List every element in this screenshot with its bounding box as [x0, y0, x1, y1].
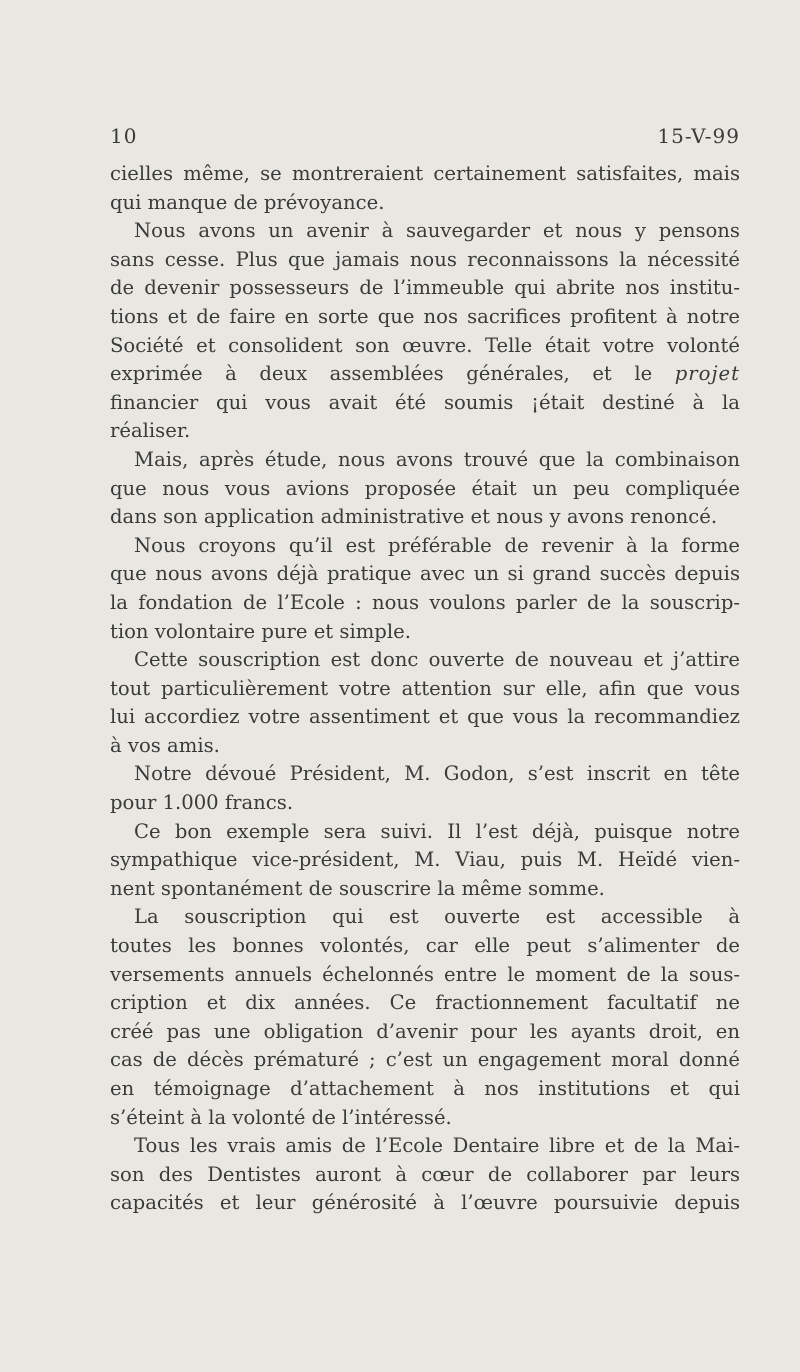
text-line: tions et de faire en sorte que nos sacrifices profitent à notre	[110, 304, 740, 328]
text-line: son des Dentistes auront à cœur de collaborer par leurs	[110, 1162, 740, 1186]
text-line: de devenir possesseurs de l’immeuble qui abrite nos institu-	[110, 276, 740, 300]
text-line: nent spontanément de souscrire la même somme.	[110, 876, 605, 900]
text-line: versements annuels échelonnés entre le moment de la sous-	[110, 962, 740, 986]
text-line: sans cesse. Plus que jamais nous reconnaissons la nécessité	[110, 247, 740, 271]
text-line: tout particulièrement votre attention sur elle, afin que vous	[110, 676, 740, 700]
text-line: s’éteint à la volonté de l’intéressé.	[110, 1105, 452, 1129]
text-line: à vos amis.	[110, 733, 220, 757]
text-line: créé pas une obligation d’avenir pour les ayants droit, en	[110, 1019, 740, 1043]
page-number: 10	[110, 124, 138, 148]
text-line: Ce bon exemple sera suivi. Il l’est déjà, puisque notre	[134, 819, 740, 843]
text-line: Société et consolident son œuvre. Telle était votre volonté	[110, 333, 740, 357]
text-line: toutes les bonnes volontés, car elle peut s’alimenter de	[110, 934, 740, 958]
text-line: cription et dix années. Ce fractionnement facultatif ne	[110, 991, 740, 1015]
text-line: cas de décès prématuré ; c’est un engagement moral donné	[110, 1048, 740, 1072]
text-line: sympathique vice-président, M. Viau, puis M. Heïdé vien-	[110, 848, 740, 872]
header-date: 15-V-99	[657, 124, 740, 148]
text-line: que nous vous avions proposée était un peu compliquée	[110, 476, 740, 500]
text-line: réaliser.	[110, 419, 191, 443]
text-line: Nous avons un avenir à sauvegarder et nous y pensons	[134, 219, 740, 243]
text-line: lui accordiez votre assentiment et que vous la recommandiez	[110, 705, 740, 729]
text-line: Mais, après étude, nous avons trouvé que la combinaison	[134, 447, 740, 471]
text-line: exprimée à deux assemblées générales, et le projet	[110, 362, 740, 386]
text-line: Nous croyons qu’il est préférable de revenir à la forme	[134, 533, 740, 557]
text-line: La souscription qui est ouverte est accessible à	[134, 905, 740, 929]
text-line: financier qui vous avait été soumis ¡était destiné à la	[110, 390, 740, 414]
text-line: tion volontaire pure et simple.	[110, 619, 411, 643]
text-line: qui manque de prévoyance.	[110, 190, 385, 214]
body-text	[110, 160, 740, 1218]
page-header	[110, 124, 740, 148]
text-line: la fondation de l’Ecole : nous voulons parler de la souscrip-	[110, 590, 740, 614]
text-line: Tous les vrais amis de l’Ecole Dentaire libre et de la Mai-	[134, 1134, 740, 1158]
text-line: en témoignage d’attachement à nos institutions et qui	[110, 1077, 740, 1100]
text-line: que nous avons déjà pratique avec un si grand succès depuis	[110, 562, 740, 586]
text-line: capacités et leur générosité à l’œuvre poursuivie depuis	[110, 1191, 740, 1215]
text-line: Cette souscription est donc ouverte de nouveau et j’attire	[134, 648, 740, 672]
text-line: Notre dévoué Président, M. Godon, s’est inscrit en tête	[134, 762, 740, 786]
text-line: cielles même, se montreraient certainement satisfaites, mais	[110, 162, 740, 185]
text-line: pour 1.000 francs.	[110, 791, 294, 815]
italic-word: projet	[674, 362, 740, 386]
text-line: dans son application administrative et nous y avons renoncé.	[110, 505, 718, 529]
